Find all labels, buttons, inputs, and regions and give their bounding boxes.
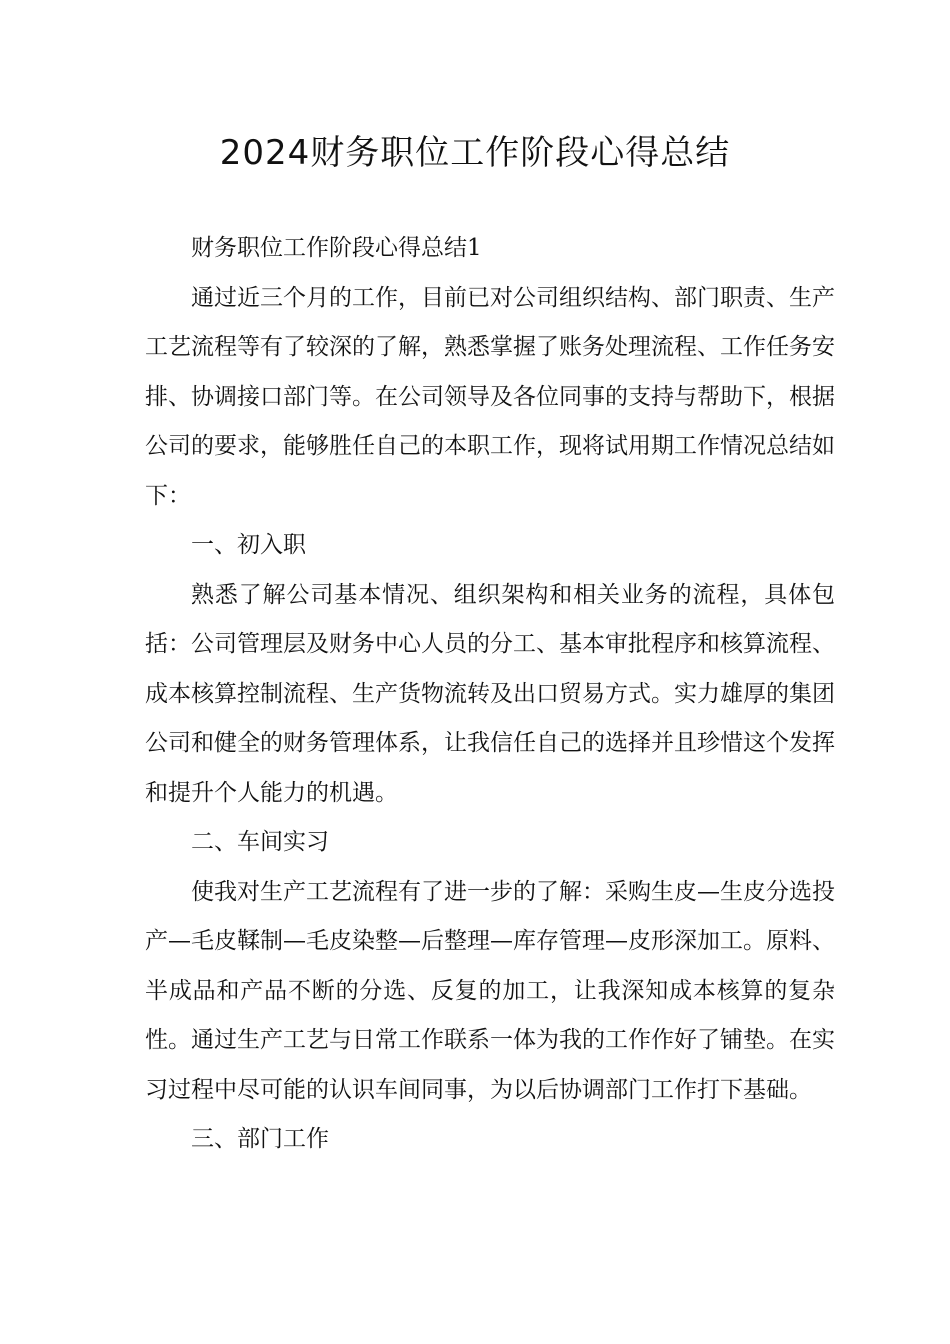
document-body <box>145 224 835 1165</box>
heading-section-1: 一、初入职 <box>191 532 306 558</box>
heading-section-2: 二、车间实习 <box>191 829 329 855</box>
heading-section-3: 三、部门工作 <box>191 1126 329 1152</box>
paragraph-section-2: 使我对生产工艺流程有了进一步的了解：采购生皮—生皮分选投产—毛皮鞣制—毛皮染整—后整理—库存管理—皮形深加工。原料、半成品和产品不断的分选、反复的加工，让我深知成本核算的复杂性。通过生产工艺与日常工作联系一体为我的工作作好了铺垫。在实习过程中尽可能的认识车间同事，为以后协调部门工作打下基础。 <box>145 878 835 1103</box>
paragraph-section-1: 熟悉了解公司基本情况、组织架构和相关业务的流程，具体包括：公司管理层及财务中心人员的分工、基本审批程序和核算流程、成本核算控制流程、生产货物流转及出口贸易方式。实力雄厚的集团公司和健全的财务管理体系，让我信任自己的选择并且珍惜这个发挥和提升个人能力的机遇。 <box>145 581 835 806</box>
section-subtitle: 财务职位工作阶段心得总结1 <box>191 235 482 261</box>
paragraph-intro: 通过近三个月的工作，目前已对公司组织结构、部门职责、生产工艺流程等有了较深的了解，熟悉掌握了账务处理流程、工作任务安排、协调接口部门等。在公司领导及各位同事的支持与帮助下，根据公司的要求，能够胜任自己的本职工作，现将试用期工作情况总结如下： <box>145 284 835 509</box>
document-title: 2024财务职位工作阶段心得总结 <box>219 133 731 173</box>
